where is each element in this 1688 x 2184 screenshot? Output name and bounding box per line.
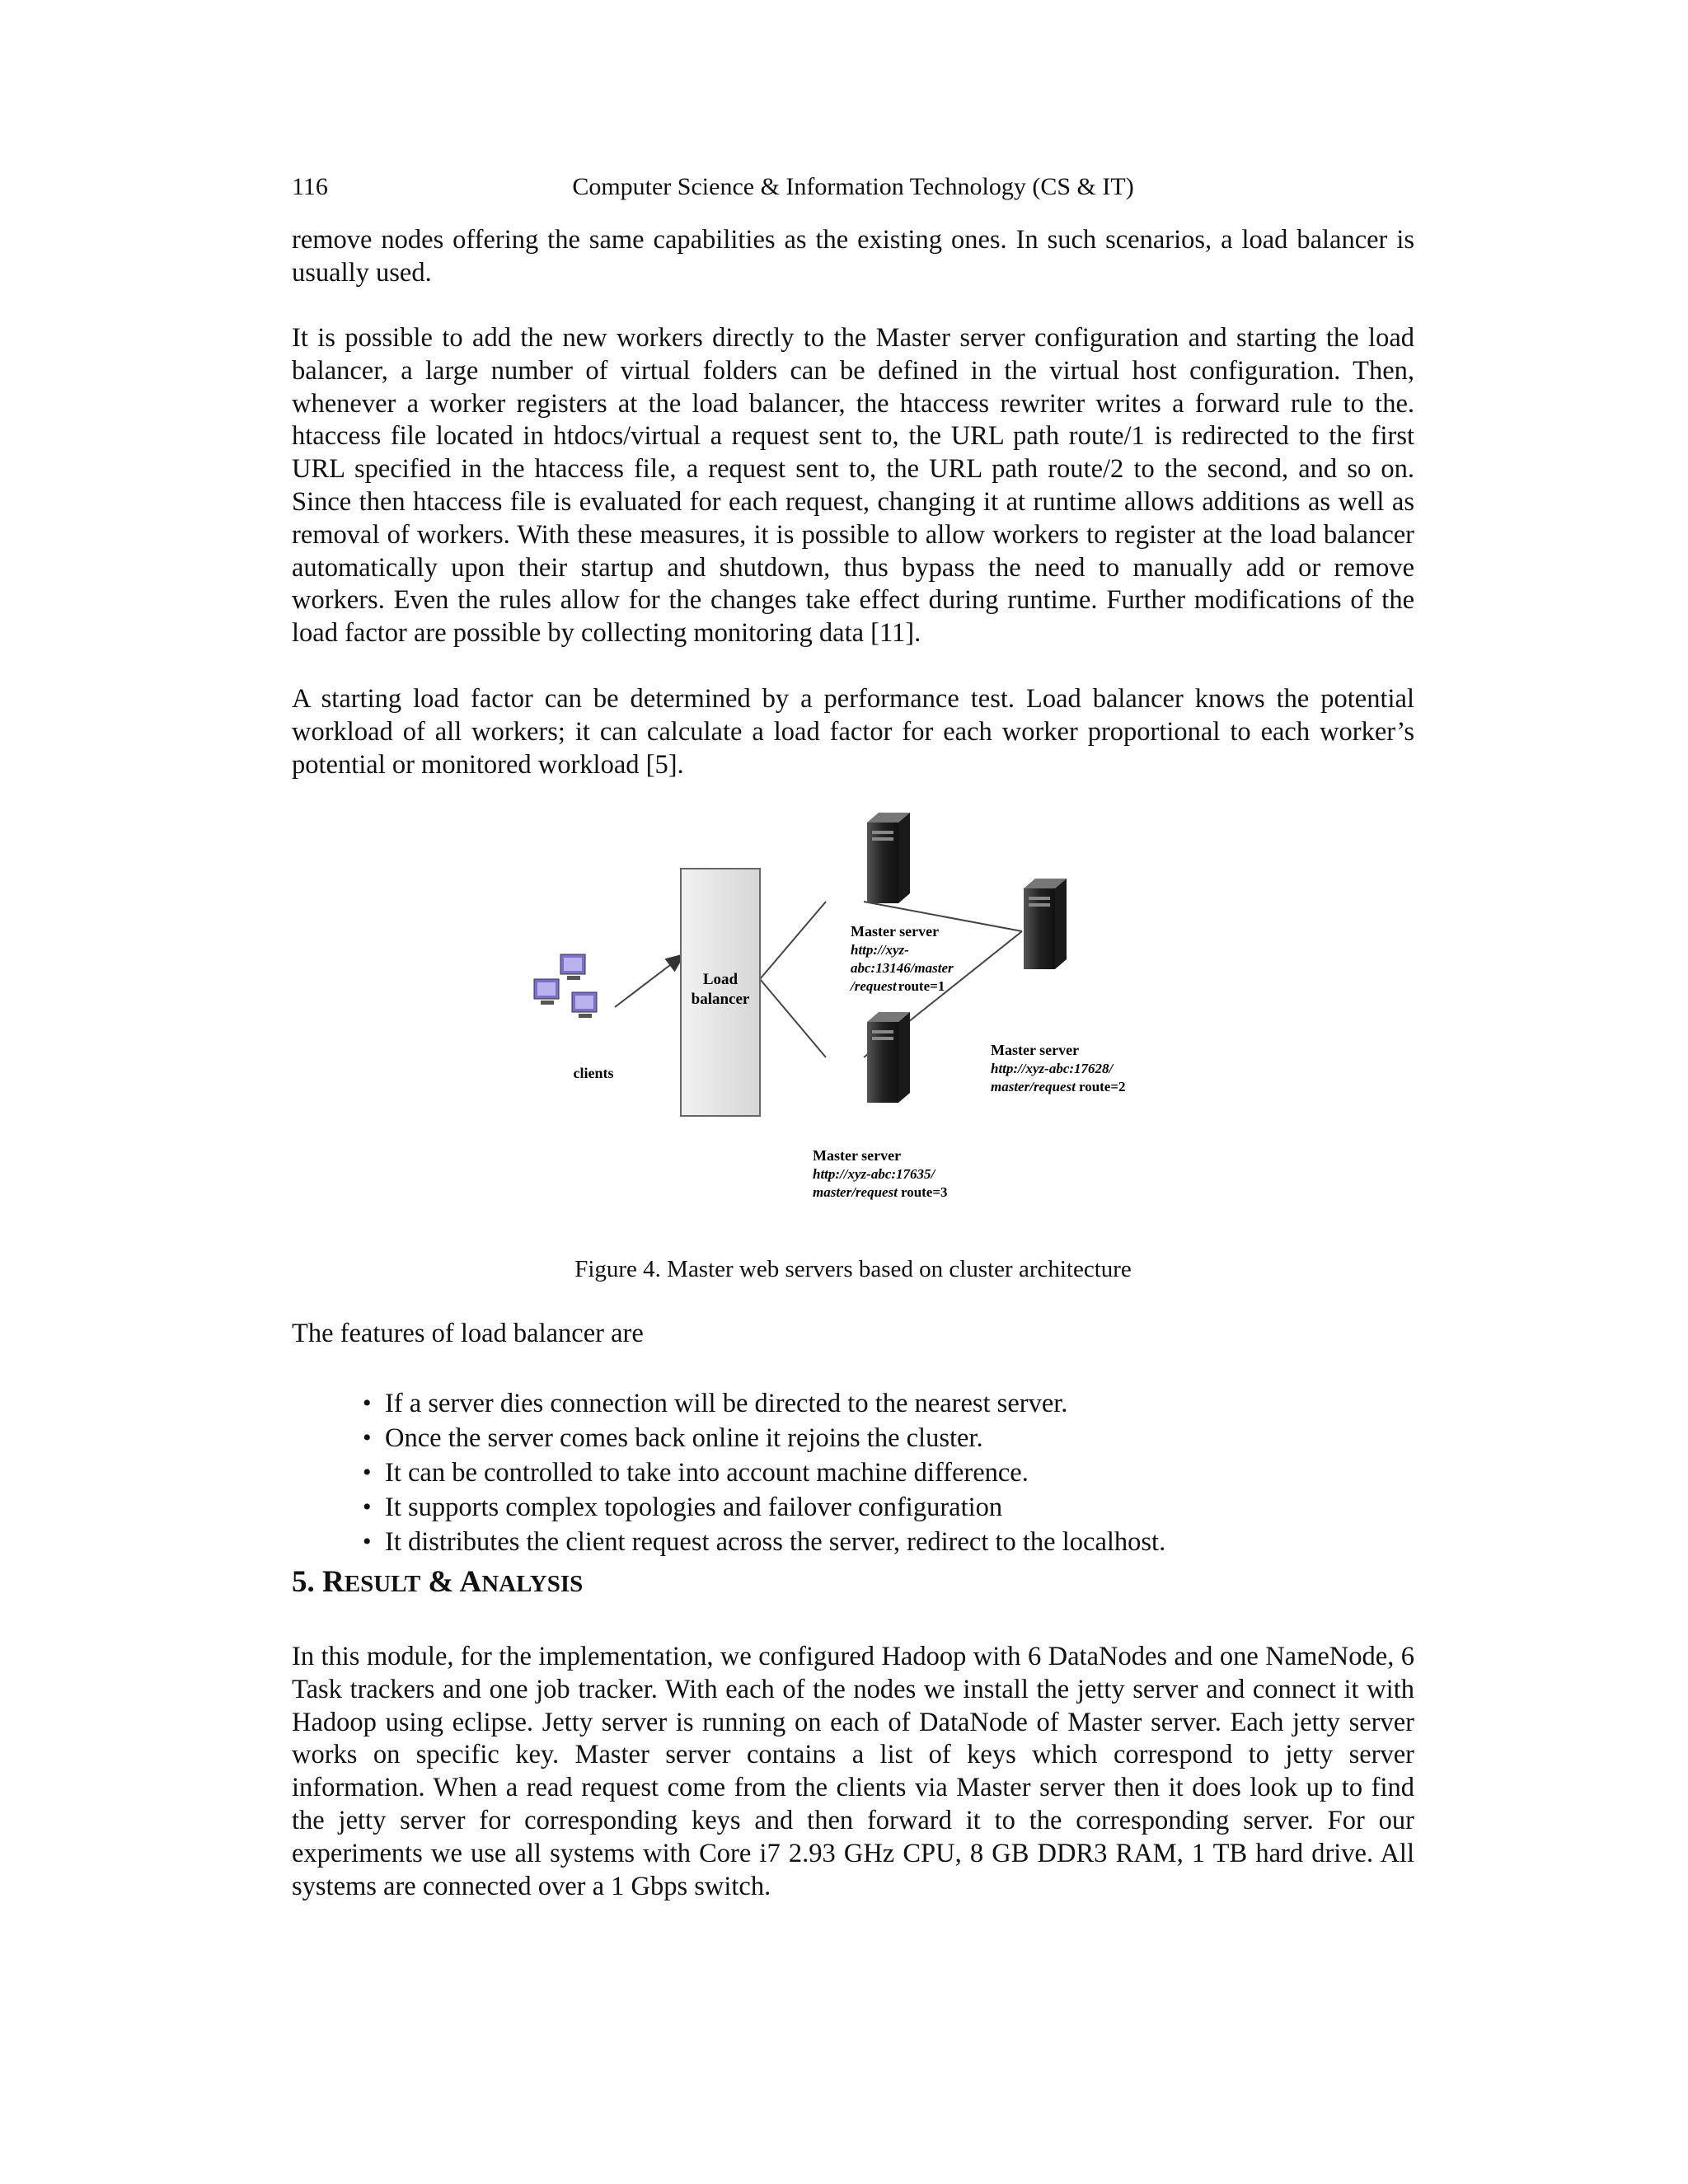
list-item: • It supports complex topologies and failover configuration — [292, 1490, 1446, 1525]
list-item: • Once the server comes back online it rejoins the cluster. — [292, 1421, 1446, 1455]
feature-list — [292, 1386, 1446, 1559]
list-item: • If a server dies connection will be directed to the nearest server. — [292, 1386, 1446, 1421]
server3-url-1: http://xyz-abc:17635/ — [813, 1166, 935, 1182]
server2-url-2: master/request route=2 — [991, 1079, 1126, 1094]
architecture-diagram — [519, 806, 1170, 1218]
paragraph-3: A starting load factor can be determined by a performance test. Load balancer knows the potential workload of all workers; it can calculate a load factor for each worker proportional to each worker’s potential or monitored workload [5]. — [292, 684, 1414, 780]
client-arrow — [615, 954, 684, 1007]
master-server-2 — [991, 879, 1126, 1094]
running-title: Computer Science & Information Technology (CS & IT) — [572, 173, 1134, 200]
figure-cluster-architecture — [519, 806, 1170, 1218]
server-icon — [867, 1012, 910, 1103]
server3-title: Master server — [813, 1147, 902, 1164]
bullet-icon: • — [363, 1528, 372, 1555]
server2-url-1: http://xyz-abc:17628/ — [991, 1061, 1114, 1076]
page-number: 116 — [292, 173, 328, 200]
features-intro: The features of load balancer are — [292, 1319, 644, 1348]
clients-label: clients — [573, 1065, 614, 1081]
paragraph-4: In this module, for the implementation, we configured Hadoop with 6 DataNodes and one NameNode, 6 Task trackers and one job tracker. With each of the nodes we install the jetty server and connect it with Hadoop using eclipse. Jetty server is running on each of DataNode of Master server. Each jetty server works on specific key. Master server contains a list of keys which correspond to jetty server information. When a read request come from the clients via Master server then it does look up to find the jetty server for corresponding keys and then forward it to the corresponding server. For our experiments we use all systems with Core i7 2.93 GHz CPU, 8 GB DDR3 RAM, 1 TB hard drive. All systems are connected over a 1 Gbps switch. — [292, 1642, 1414, 1901]
server1-url-2: abc:13146/master — [851, 960, 954, 976]
list-item: • It distributes the client request across the server, redirect to the localhost. — [292, 1525, 1446, 1559]
load-balancer-label-2: balancer — [691, 991, 750, 1008]
paragraph-2: It is possible to add the new workers directly to the Master server configuration and starting the load balancer, a large number of virtual folders can be defined in the virtual host configuration. Then, whenever a worker registers at the load balancer, the htaccess rewriter writes a forward rule to the. htaccess file located in htdocs/virtual a request sent to, the URL path route/1 is redirected to the first URL specified in the htaccess file, a request sent to, the URL path route/2 to the second, and so on. Since then htaccess file is evaluated for each request, changing it at runtime allows additions as well as removal of workers. With these measures, it is possible to allow workers to register at the load balancer automatically upon their startup and shutdown, thus bypass the need to manually add or remove workers. Even the rules allow for the changes take effect during runtime. Further modifications of the load factor are possible by collecting monitoring data [11]. — [292, 323, 1414, 649]
server1-title: Master server — [851, 923, 940, 940]
server1-url-1: http://xyz- — [851, 942, 909, 958]
server-icon — [867, 813, 910, 903]
connection-lines — [615, 902, 1022, 1057]
bullet-icon: • — [363, 1459, 372, 1486]
figure-caption: Figure 4. Master web servers based on cluster architecture — [574, 1256, 1132, 1282]
load-balancer-label-1: Load — [702, 971, 738, 988]
paragraph-1: remove nodes offering the same capabilities as the existing ones. In such scenarios, a load balancer is usually used. — [292, 225, 1414, 288]
master-server-1 — [849, 813, 954, 994]
section-heading: 5. RESULT & ANALYSIS — [292, 1565, 584, 1599]
server3-url-2: master/request route=3 — [813, 1184, 948, 1200]
link-lb-server3 — [760, 979, 826, 1057]
bullet-icon: • — [363, 1390, 372, 1417]
clients-icon — [534, 954, 614, 1081]
load-balancer — [681, 869, 760, 1116]
bullet-icon: • — [363, 1424, 372, 1451]
bullet-icon: • — [363, 1493, 372, 1521]
server2-title: Master server — [991, 1042, 1080, 1058]
server-icon — [1024, 879, 1067, 969]
page-header — [292, 173, 1414, 206]
master-server-3 — [813, 1012, 948, 1200]
link-lb-server1 — [760, 902, 826, 979]
list-item: • It can be controlled to take into account machine difference. — [292, 1455, 1446, 1490]
server1-url-3: /request route=1 — [851, 978, 945, 994]
